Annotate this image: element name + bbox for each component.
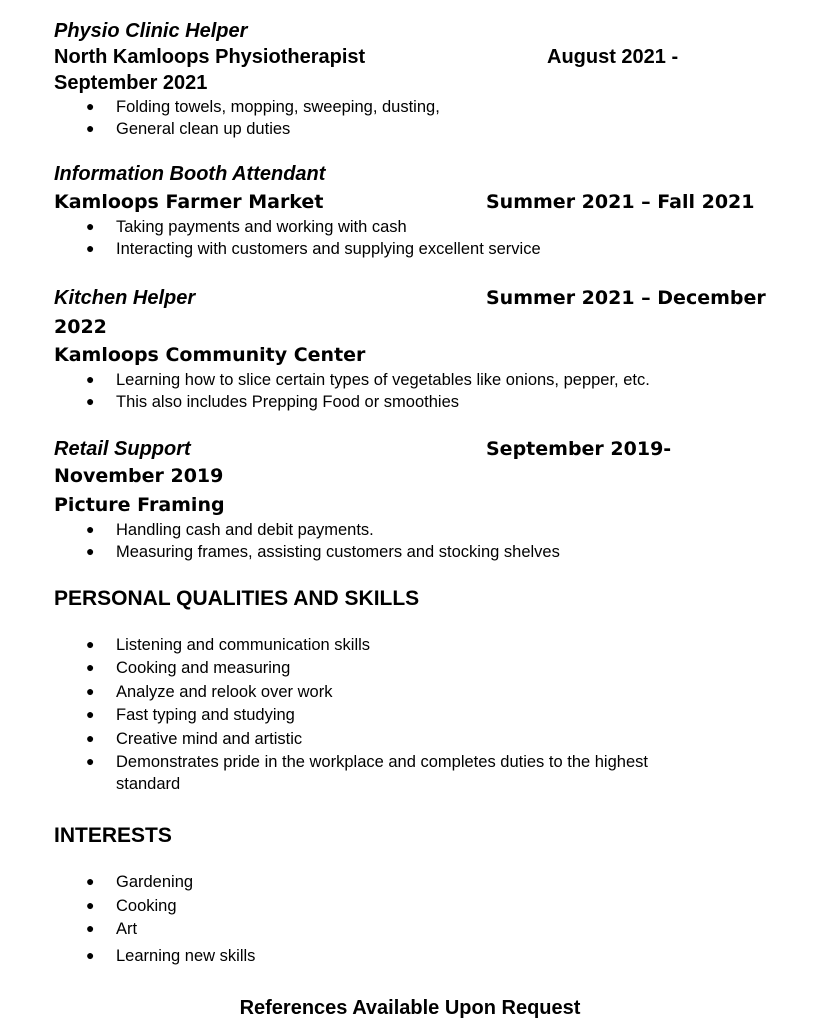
duty-text: Interacting with customers and supplying excellent service [116,240,541,258]
bullet-icon: ● [86,920,95,936]
job-title: Retail Support [54,438,191,460]
job-dates: Summer 2021 – December [486,287,766,309]
job-dates: August 2021 - [547,46,679,68]
job-dates: Summer 2021 – Fall 2021 [486,191,755,213]
section-heading-interests: INTERESTS [54,824,172,847]
bullet-icon: ● [86,873,95,889]
interest-text: Gardening [116,873,194,891]
bullet-icon: ● [86,240,95,256]
bullet-icon: ● [86,659,95,675]
skill-text: Analyze and relook over work [116,683,333,701]
duty-text: Learning how to slice certain types of vegetables like onions, pepper, etc. [116,371,650,389]
duty-text: Taking payments and working with cash [116,218,407,236]
job-employer: North Kamloops Physiotherapist [54,46,366,68]
bullet-icon: ● [86,120,95,136]
skill-text: Creative mind and artistic [116,730,303,748]
job-dates: September 2019- [486,438,672,460]
bullet-icon: ● [86,521,95,537]
job-title: Physio Clinic Helper [54,20,248,42]
job-employer: Picture Framing [54,494,225,516]
interest-text: Cooking [116,897,177,915]
bullet-icon: ● [86,636,95,652]
bullet-icon: ● [86,753,95,769]
bullet-icon: ● [86,98,95,114]
job-employer: Kamloops Community Center [54,344,366,366]
job-dates-continued: November 2019 [54,465,224,487]
job-dates-continued: September 2021 [54,72,208,94]
duty-text: This also includes Prepping Food or smoothies [116,393,460,411]
bullet-icon: ● [86,730,95,746]
job-dates-continued: 2022 [54,316,107,338]
bullet-icon: ● [86,706,95,722]
section-heading-skills: PERSONAL QUALITIES AND SKILLS [54,587,420,610]
interest-text: Art [116,920,138,938]
skill-text: standard [116,775,181,793]
bullet-icon: ● [86,897,95,913]
skill-text: Cooking and measuring [116,659,291,677]
bullet-icon: ● [86,371,95,387]
interest-text: Learning new skills [116,947,256,965]
bullet-icon: ● [86,947,95,963]
duty-text: Handling cash and debit payments. [116,521,374,539]
bullet-icon: ● [86,543,95,559]
bullet-icon: ● [86,218,95,234]
duty-text: General clean up duties [116,120,291,138]
skill-text: Demonstrates pride in the workplace and completes duties to the highest [116,753,648,771]
skill-text: Fast typing and studying [116,706,295,724]
job-title: Information Booth Attendant [54,163,326,185]
skill-text: Listening and communication skills [116,636,371,654]
references-note: References Available Upon Request [239,997,581,1019]
bullet-icon: ● [86,683,95,699]
job-employer: Kamloops Farmer Market [54,191,324,213]
job-title: Kitchen Helper [54,287,196,309]
bullet-icon: ● [86,393,95,409]
duty-text: Measuring frames, assisting customers and stocking shelves [116,543,560,561]
duty-text: Folding towels, mopping, sweeping, dusting, [116,98,440,116]
